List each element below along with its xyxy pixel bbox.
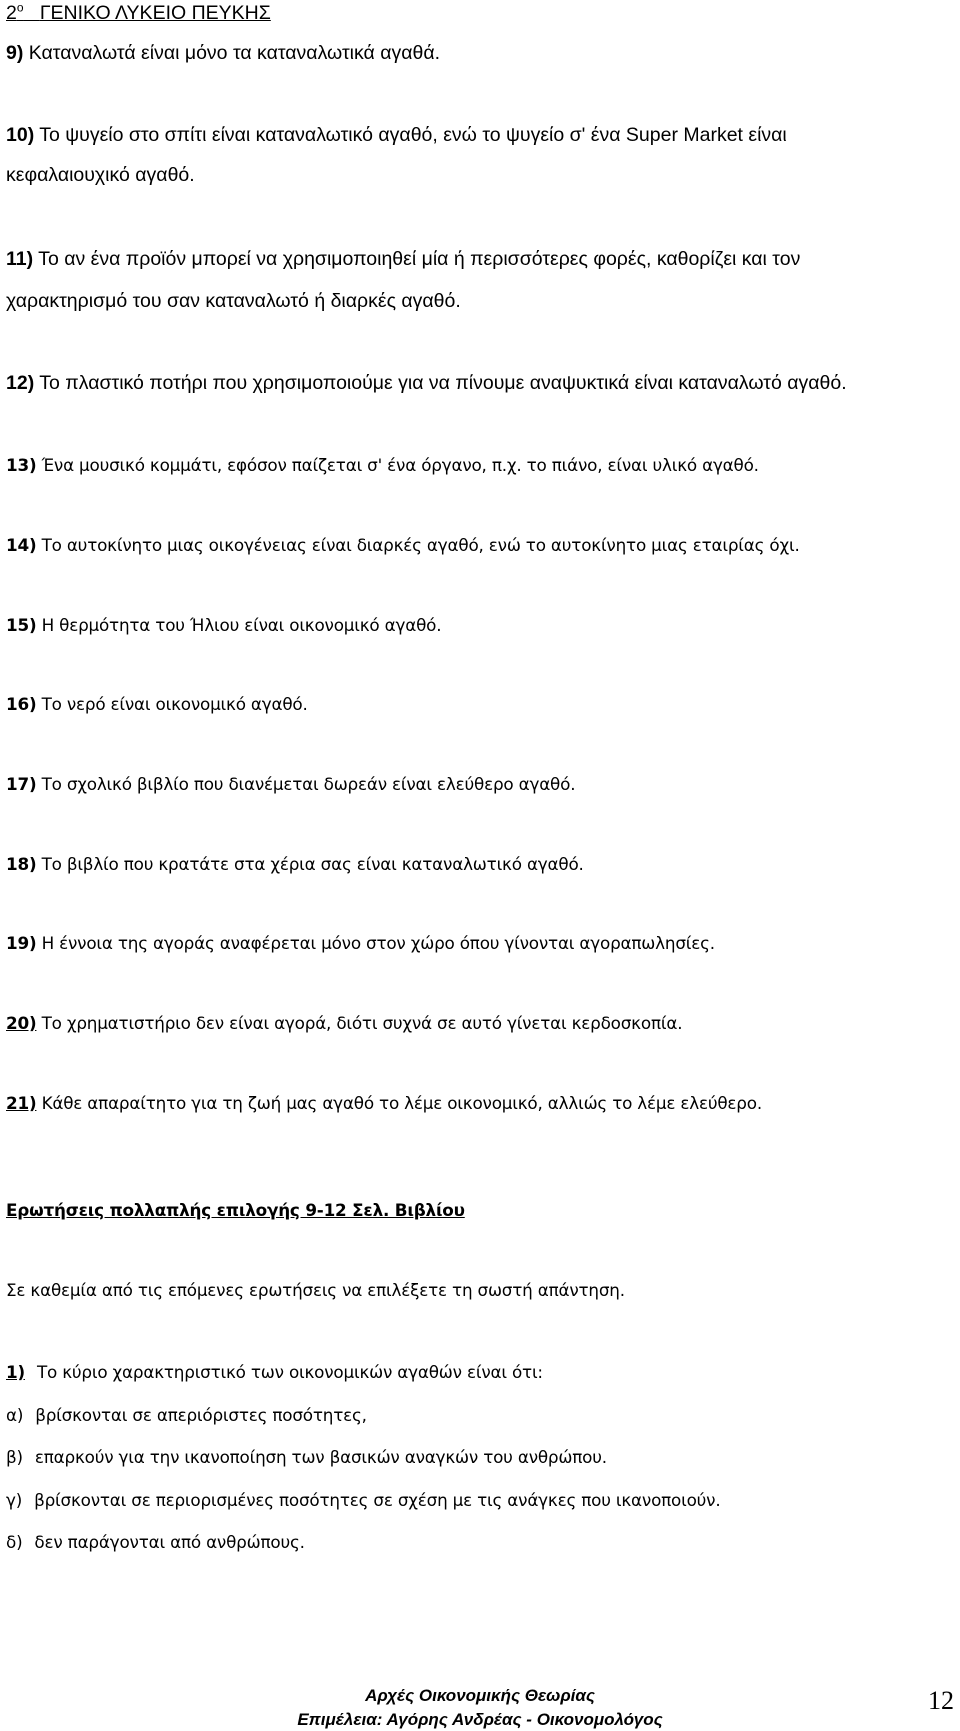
item-number: 15) — [6, 615, 37, 635]
tf-item-19 — [6, 933, 715, 953]
item-text: Το αν ένα προϊόν μπορεί να χρησιμοποιηθεί μία ή περισσότερες φορές, καθορίζει και τον — [33, 248, 801, 270]
item-text: Η έννοια της αγοράς αναφέρεται μόνο στον χώρο όπου γίνονται αγοραπωλησίες. — [36, 933, 715, 953]
item-number: 19) — [6, 933, 37, 953]
question-number: 1) — [6, 1362, 25, 1382]
tf-item-14 — [6, 535, 800, 555]
item-number: 12) — [6, 372, 35, 394]
page-number: 12 — [928, 1686, 954, 1715]
option-letter: β) — [6, 1447, 23, 1467]
option-text: επαρκούν για την ικανοποίηση των βασικών αναγκών του ανθρώπου. — [34, 1447, 607, 1467]
school-name: ΓΕΝΙΚΟ ΛΥΚΕΙΟ ΠΕΥΚΗΣ — [39, 2, 271, 24]
item-text: Το βιβλίο που κρατάτε στα χέρια σας είναι καταναλωτικό αγαθό. — [36, 854, 584, 874]
item-number: 14) — [6, 535, 37, 555]
tf-item-10-continued: κεφαλαιουχικό αγαθό. — [6, 164, 195, 186]
footer-title: Αρχές Οικονομικής Θεωρίας — [365, 1686, 595, 1705]
section-instruction: Σε καθεμία από τις επόμενες ερωτήσεις να επιλέξετε τη σωστή απάντηση. — [6, 1280, 625, 1300]
item-number: 9) — [6, 42, 24, 64]
item-text: Κάθε απαραίτητο για τη ζωή μας αγαθό το λέμε οικονομικό, αλλιώς το λέμε ελεύθερο. — [36, 1093, 762, 1113]
item-number: 13) — [6, 455, 37, 475]
item-text: Το ψυγείο στο σπίτι είναι καταναλωτικό αγαθό, ενώ το ψυγείο σ' ένα Super Market είναι — [34, 124, 787, 146]
tf-item-9 — [6, 42, 440, 65]
tf-item-16 — [6, 694, 308, 714]
tf-item-12 — [6, 372, 847, 395]
tf-item-13 — [6, 455, 759, 475]
item-text: Το σχολικό βιβλίο που διανέμεται δωρεάν είναι ελεύθερο αγαθό. — [36, 774, 576, 794]
item-number: 16) — [6, 694, 37, 714]
item-text: Ένα μουσικό κομμάτι, εφόσον παίζεται σ' ένα όργανο, π.χ. το πιάνο, είναι υλικό αγαθό. — [36, 455, 759, 475]
option-d — [6, 1532, 305, 1552]
tf-item-17 — [6, 774, 575, 794]
option-text: δεν παράγονται από ανθρώπους. — [34, 1532, 305, 1552]
question-text: Το κύριο χαρακτηριστικό των οικονομικών αγαθών είναι ότι: — [36, 1362, 543, 1382]
item-text: Το αυτοκίνητο μιας οικογένειας είναι διαρκές αγαθό, ενώ το αυτοκίνητο μιας εταιρίας όχι. — [36, 535, 800, 555]
item-number: 18) — [6, 854, 37, 874]
option-letter: γ) — [6, 1490, 23, 1510]
item-text: Η θερμότητα του Ήλιου είναι οικονομικό αγαθό. — [36, 615, 442, 635]
tf-item-15 — [6, 615, 441, 635]
item-text: Το πλαστικό ποτήρι που χρησιμοποιούμε για να πίνουμε αναψυκτικά είναι καταναλωτό αγαθό. — [34, 372, 847, 394]
option-b — [6, 1447, 607, 1467]
tf-item-18 — [6, 854, 584, 874]
option-letter: δ) — [6, 1532, 23, 1552]
grade-number: 2 — [6, 2, 17, 24]
item-number: 20) — [6, 1013, 37, 1033]
option-text: βρίσκονται σε περιορισμένες ποσότητες σε σχέση με τις ανάγκες που ικανοποιούν. — [34, 1490, 721, 1510]
tf-item-20 — [6, 1013, 682, 1033]
question-1 — [6, 1362, 543, 1382]
item-number: 21) — [6, 1093, 37, 1113]
item-number: 17) — [6, 774, 37, 794]
tf-item-21 — [6, 1093, 762, 1113]
item-text: Το χρηματιστήριο δεν είναι αγορά, διότι συχνά σε αυτό γίνεται κερδοσκοπία. — [36, 1013, 683, 1033]
item-number: 10) — [6, 124, 35, 146]
school-header — [6, 2, 271, 25]
option-letter: α) — [6, 1405, 24, 1425]
option-text: βρίσκονται σε απεριόριστες ποσότητες, — [35, 1405, 367, 1425]
footer-author: Επιμέλεια: Αγόρης Ανδρέας - Οικονομολόγος — [297, 1710, 663, 1729]
tf-item-10 — [6, 124, 787, 147]
option-c — [6, 1490, 720, 1510]
tf-item-11 — [6, 248, 800, 271]
item-text: Το νερό είναι οικονομικό αγαθό. — [36, 694, 308, 714]
item-text: Καταναλωτά είναι μόνο τα καταναλωτικά αγαθά. — [23, 42, 441, 64]
grade-superscript: ο — [16, 0, 24, 15]
section-heading: Ερωτήσεις πολλαπλής επιλογής 9-12 Σελ. Βιβλίου — [6, 1200, 465, 1220]
item-number: 11) — [6, 248, 34, 270]
tf-item-11-continued: χαρακτηρισμό του σαν καταναλωτό ή διαρκές αγαθό. — [6, 290, 461, 312]
option-a — [6, 1405, 367, 1425]
